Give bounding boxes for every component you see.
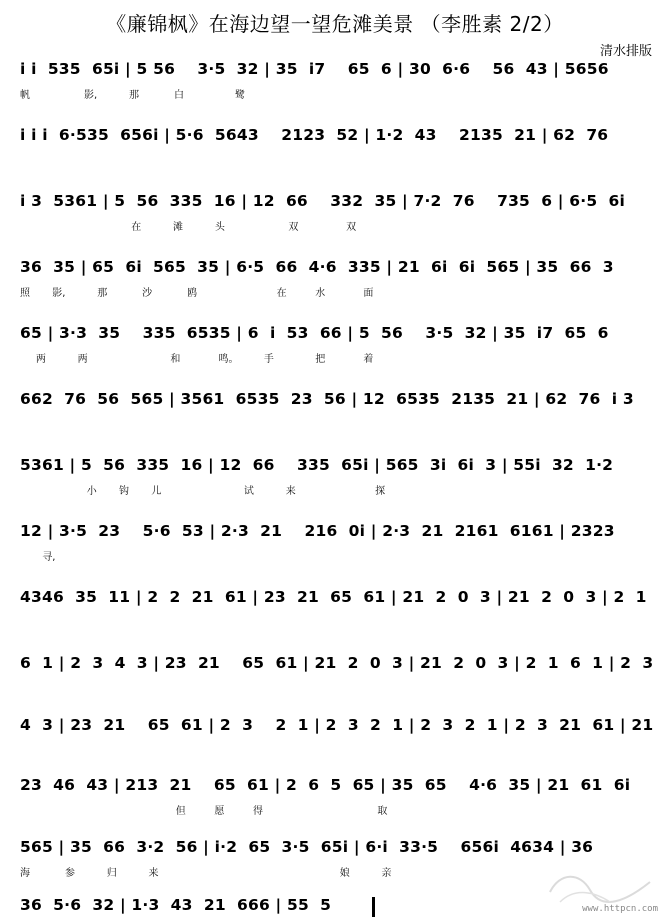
lyrics: 海 参 归 来 娘 亲 xyxy=(20,868,392,879)
typesetter-credit: 清水排版 xyxy=(599,44,652,59)
lyrics: 两 两 和 鸣。 手 把 着 xyxy=(20,354,374,365)
page-title: 《廉锦枫》在海边望一望危滩美景 （李胜素 2/2） xyxy=(106,12,564,36)
notes: 36 5·6 32 | 1·3 43 21 666 | 55 5 xyxy=(20,896,332,914)
notes: 12 | 3·5 23 5·6 53 | 2·3 21 216 0i | 2·3 21 2161 6161 | 2323 xyxy=(20,522,615,540)
lyrics: 帆 影, 那 白 鹭 xyxy=(20,90,245,101)
notes: 65 | 3·3 35 335 6535 | 6 i 53 66 | 5 56 3·5 32 | 35 i7 65 6 xyxy=(20,324,609,342)
score-line-2 xyxy=(20,126,655,186)
notes: 6 1 | 2 3 4 3 | 23 21 65 61 | 21 2 0 3 | 21 2 0 3 | 2 1 6 1 | 2 3 xyxy=(20,654,654,672)
score-line-10 xyxy=(20,654,655,714)
score-line-5 xyxy=(20,324,655,384)
score-line-1 xyxy=(20,60,655,120)
notes: 4346 35 11 | 2 2 21 61 | 23 21 65 61 | 21 2 0 3 | 21 2 0 3 | 2 1 xyxy=(20,588,647,606)
lyrics: 照 影, 那 沙 鸥 在 水 面 xyxy=(20,288,374,299)
lyrics: 小 钩 儿 试 来 探 xyxy=(20,486,386,497)
notes: 565 | 35 66 3·2 56 | i·2 65 3·5 65i | 6·i 33·5 656i 4634 | 36 xyxy=(20,838,594,856)
score-line-11 xyxy=(20,716,655,776)
score-line-8 xyxy=(20,522,655,582)
watermark-text: www.httpcn.com xyxy=(582,904,658,914)
notes: i i 535 65i | 5 56 3·5 32 | 35 i7 65 6 | 30 6·6 56 43 | 5656 xyxy=(20,60,609,78)
score-line-9 xyxy=(20,588,655,648)
notes: i i i 6·535 656i | 5·6 5643 2123 52 | 1·2 43 2135 21 | 62 76 xyxy=(20,126,609,144)
notes: 662 76 56 565 | 3561 6535 23 56 | 12 6535 2135 21 | 62 76 i 3 xyxy=(20,390,634,408)
final-barline xyxy=(372,897,375,917)
notes: 4 3 | 23 21 65 61 | 2 3 2 1 | 2 3 2 1 | 2 3 2 1 | 2 3 21 61 | 21 xyxy=(20,716,654,734)
score-line-3 xyxy=(20,192,655,252)
lyrics: 在 滩 头 双 双 xyxy=(20,222,357,233)
lyrics: 但 愿 得 取 xyxy=(20,806,388,817)
score-line-6 xyxy=(20,390,655,450)
lyrics: 寻, xyxy=(20,552,56,563)
score-line-7 xyxy=(20,456,655,516)
notes: i 3 5361 | 5 56 335 16 | 12 66 332 35 | 7·2 76 735 6 | 6·5 6i xyxy=(20,192,626,210)
notes: 23 46 43 | 213 21 65 61 | 2 6 5 65 | 35 65 4·6 35 | 21 61 6i xyxy=(20,776,631,794)
notes: 5361 | 5 56 335 16 | 12 66 335 65i | 565 3i 6i 3 | 55i 32 1·2 xyxy=(20,456,614,474)
notes: 36 35 | 65 6i 565 35 | 6·5 66 4·6 335 | 21 6i 6i 565 | 35 66 3 xyxy=(20,258,614,276)
score-line-4 xyxy=(20,258,655,318)
score-line-12 xyxy=(20,776,655,836)
